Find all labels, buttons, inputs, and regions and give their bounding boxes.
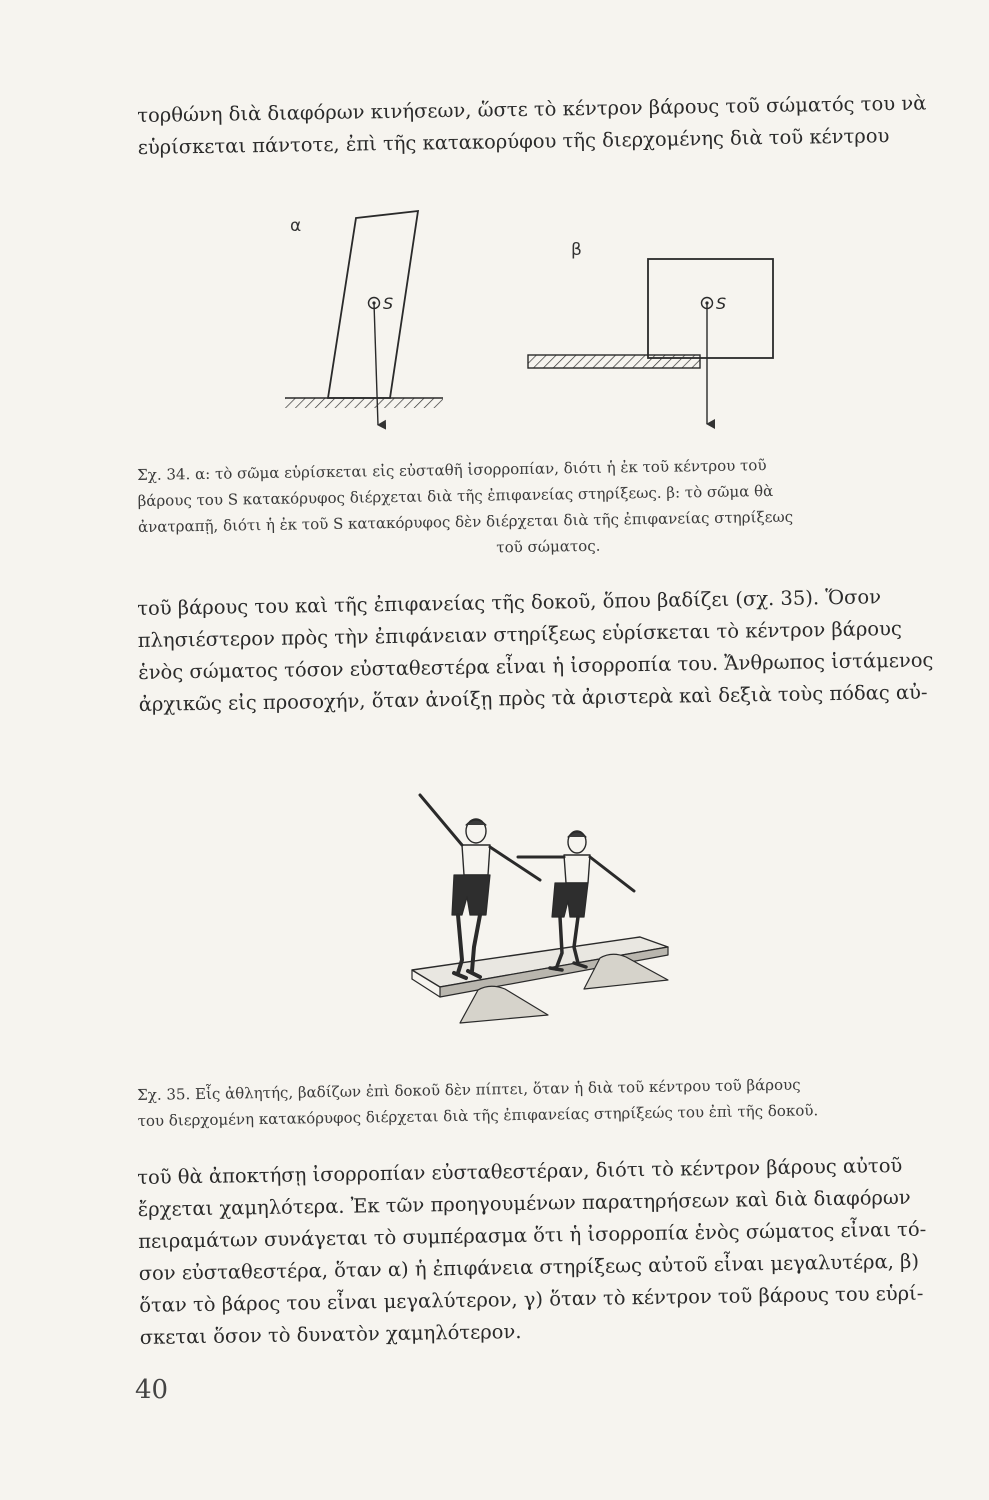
point-s-b: S bbox=[716, 294, 727, 313]
text-line: ἀρχικῶς εἰς προσοχήν, ὅταν ἀνοίξῃ πρὸς τὰ ἀριστερὰ καὶ δεξιὰ τοὺς πόδας αὐ- bbox=[138, 680, 928, 716]
text-line: πλησιέστερον πρὸς τὴν ἐπιφάνειαν στηρίξεως εὑρίσκεται τὸ κέντρον βάρους bbox=[137, 616, 903, 652]
caption-line: του διερχομένη κατακόρυφος διέρχεται διὰ τῆς ἐπιφανείας στηρίξεώς του ἐπὶ τῆς δοκοῦ. bbox=[137, 1101, 819, 1130]
page-number: 40 bbox=[135, 1375, 169, 1405]
caption-line: Σχ. 35. Εἷς ἀθλητής, βαδίζων ἐπὶ δοκοῦ δὲν πίπτει, ὅταν ἡ διὰ τοῦ κέντρου τοῦ βάρους bbox=[137, 1075, 801, 1104]
balance-beam bbox=[412, 937, 668, 1023]
text-line: σον εὐσταθεστέρα, ὅταν α) ἡ ἐπιφάνεια στηρίξεως αὐτοῦ εἶναι μεγαλυτέρα, β) bbox=[138, 1249, 920, 1285]
caption-line: ἀνατραπῇ, διότι ἡ ἐκ τοῦ S κατακόρυφος δὲν διέρχεται διὰ τῆς ἐπιφανείας στηρίξεως bbox=[137, 507, 794, 536]
caption-line: τοῦ σώματος. bbox=[496, 536, 601, 557]
text-line: ἑνὸς σώματος τόσον εὐσταθεστέρα εἶναι ἡ ἰσορροπία του. Ἄνθρωπος ἱστάμενος bbox=[138, 648, 934, 684]
text-line: τοῦ βάρους του καὶ τῆς ἐπιφανείας τῆς δοκοῦ, ὅπου βαδίζει (σχ. 35). Ὅσον bbox=[137, 585, 882, 620]
text-line: εὑρίσκεται πάντοτε, ἐπὶ τῆς κατακορύφου τῆς διερχομένης διὰ τοῦ κέντρου bbox=[137, 124, 890, 159]
text-line: ἔρχεται χαμηλότερα. Ἐκ τῶν προηγουμένων παρατηρήσεων καὶ διὰ διαφόρων bbox=[137, 1185, 911, 1221]
caption-line: βάρους του S κατακόρυφος διέρχεται διὰ τῆς ἐπιφανείας στηρίξεως. β: τὸ σῶμα θὰ bbox=[137, 482, 774, 510]
figure-b-block bbox=[528, 259, 773, 424]
figure-a-block bbox=[285, 211, 443, 425]
figure-35-illustration bbox=[0, 775, 989, 1075]
text-line: ὅταν τὸ βάρος του εἶναι μεγαλύτερον, γ) ὅταν τὸ κέντρον τοῦ βάρους του εὑρί- bbox=[139, 1281, 924, 1317]
figure-label-a: α bbox=[290, 216, 302, 236]
figure-label-b: β bbox=[571, 240, 582, 260]
paragraph-2 bbox=[137, 580, 954, 721]
point-s-a: S bbox=[383, 294, 394, 313]
text-line: τορθώνη διὰ διαφόρων κινήσεων, ὥστε τὸ κέντρον βάρους τοῦ σώματός του νὰ bbox=[137, 91, 927, 127]
caption-line: Σχ. 34. α: τὸ σῶμα εὑρίσκεται εἰς εὐσταθῆ ἰσορροπίαν, διότι ἡ ἐκ τοῦ κέντρου τοῦ bbox=[137, 456, 767, 484]
stability-diagram bbox=[0, 0, 989, 460]
text-line: τοῦ θὰ ἀποκτήσῃ ἰσορροπίαν εὐσταθεστέραν, διότι τὸ κέντρον βάρους αὐτοῦ bbox=[137, 1153, 903, 1189]
figure-35-caption bbox=[137, 1069, 958, 1134]
figure-34-caption bbox=[137, 449, 959, 566]
gymnast-1 bbox=[420, 795, 540, 978]
text-line: σκεται ὅσον τὸ δυνατὸν χαμηλότερον. bbox=[139, 1319, 522, 1349]
text-line: πειραμάτων συνάγεται τὸ συμπέρασμα ὅτι ἡ ἰσορροπία ἑνὸς σώματος εἶναι τό- bbox=[138, 1217, 927, 1253]
paragraph-3 bbox=[137, 1149, 955, 1354]
